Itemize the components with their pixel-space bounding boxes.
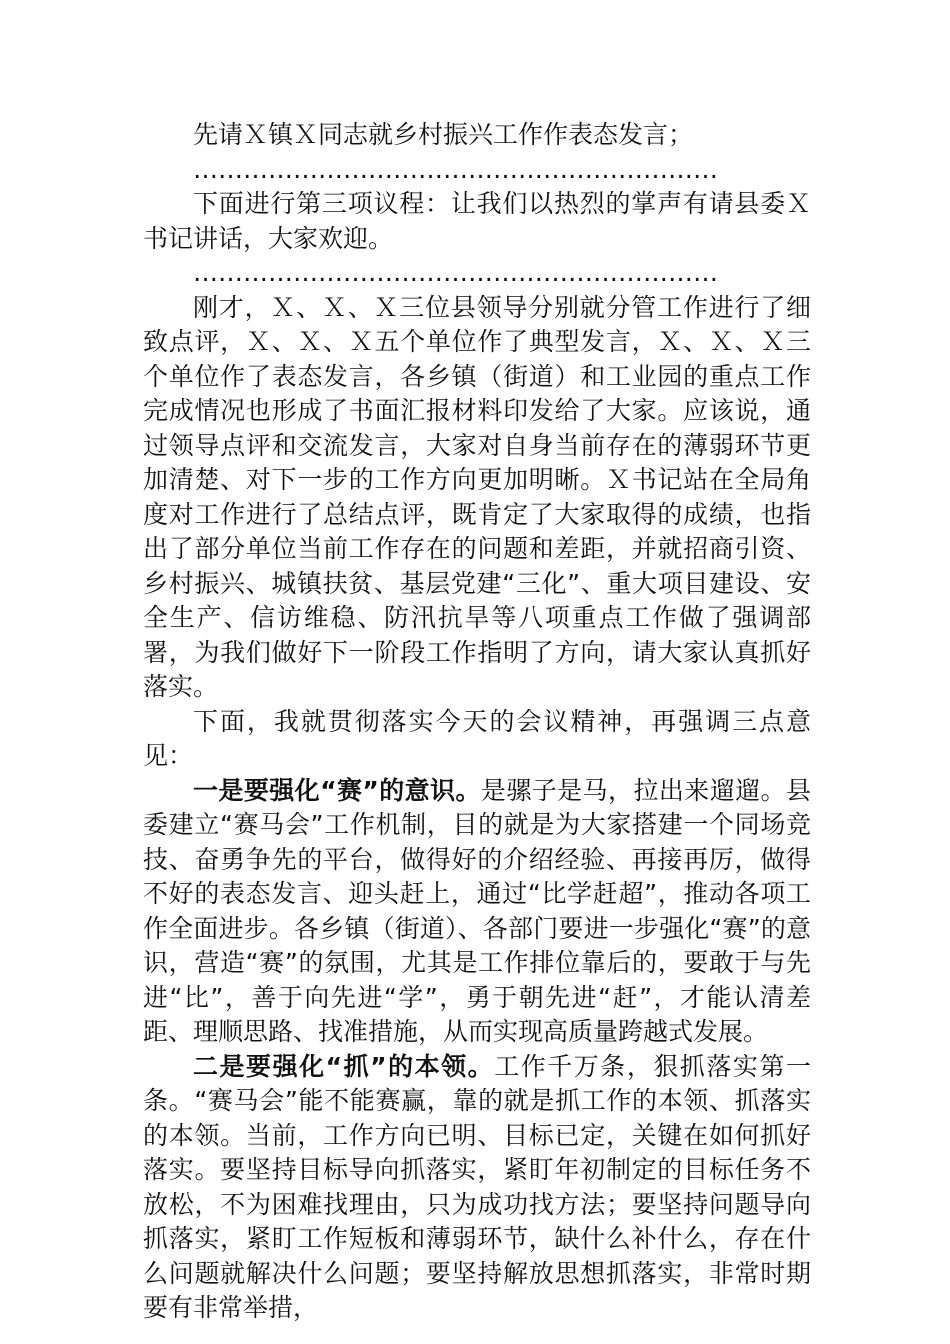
ellipsis-divider: ……………………………………………………… [193,258,718,287]
document-page [143,118,811,1326]
paragraph: 下面，我就贯彻落实今天的会议精神，再强调三点意见： [143,706,811,770]
paragraph [143,1050,811,1326]
ellipsis-divider: ……………………………………………………… [193,154,718,184]
point-heading: 一是要强化“赛”的意识。 [193,775,481,805]
point-body: 是骡子是马，拉出来遛遛。县委建立“赛马会”工作机制，目的就是为大家搭建一个同场竞技、奋勇争先的平台，做得好的介绍经验、再接再厉，做得不好的表态发言、迎头赶上，通过“比学赶超”，推动各项工作全面进步。各乡镇（街道）、各部门要进一步强化“赛”的意识，营造“赛”的氛围，尤其是工作排位靠后的，要敢于与先进“比”，善于向先进“学”，勇于朝先进“赶”，才能认清差距、理顺思路、找准措施，从而实现高质量跨越式发展。 [143,775,811,1046]
paragraph [143,774,811,1050]
point-body: 工作千万条，狠抓落实第一条。“赛马会”能不能赛赢，靠的就是抓工作的本领、抓落实的本领。当前，工作方向已明、目标已定，关键在如何抓好落实。要坚持目标导向抓落实，紧盯年初制定的目标任务不放松，不为困难找理由，只为成功找方法；要坚持问题导向抓落实，紧盯工作短板和薄弱环节，缺什么补什么，存在什么问题就解决什么问题；要坚持解放思想抓落实，非常时期要有非常举措， [143,1051,811,1322]
paragraph: 刚才，Ｘ、Ｘ、Ｘ三位县领导分别就分管工作进行了细致点评，Ｘ、Ｘ、Ｘ五个单位作了典型发言，Ｘ、Ｘ、Ｘ三个单位作了表态发言，各乡镇（街道）和工业园的重点工作完成情况也形成了书面汇报材料印发给了大家。应该说，通过领导点评和交流发言，大家对自身当前存在的薄弱环节更加清楚、对下一步的工作方向更加明晰。Ｘ书记站在全局角度对工作进行了总结点评，既肯定了大家取得的成绩，也指出了部分单位当前工作存在的问题和差距，并就招商引资、乡村振兴、城镇扶贫、基层党建“三化”、重大项目建设、安全生产、信访维稳、防汛抗旱等八项重点工作做了强调部署，为我们做好下一阶段工作指明了方向，请大家认真抓好落实。 [143,292,811,701]
paragraph: 先请Ｘ镇Ｘ同志就乡村振兴工作作表态发言； [193,120,694,149]
paragraph: 下面进行第三项议程：让我们以热烈的掌声有请县委Ｘ书记讲话，大家欢迎。 [143,189,811,253]
point-heading: 二是要强化“抓”的本领。 [193,1051,495,1081]
